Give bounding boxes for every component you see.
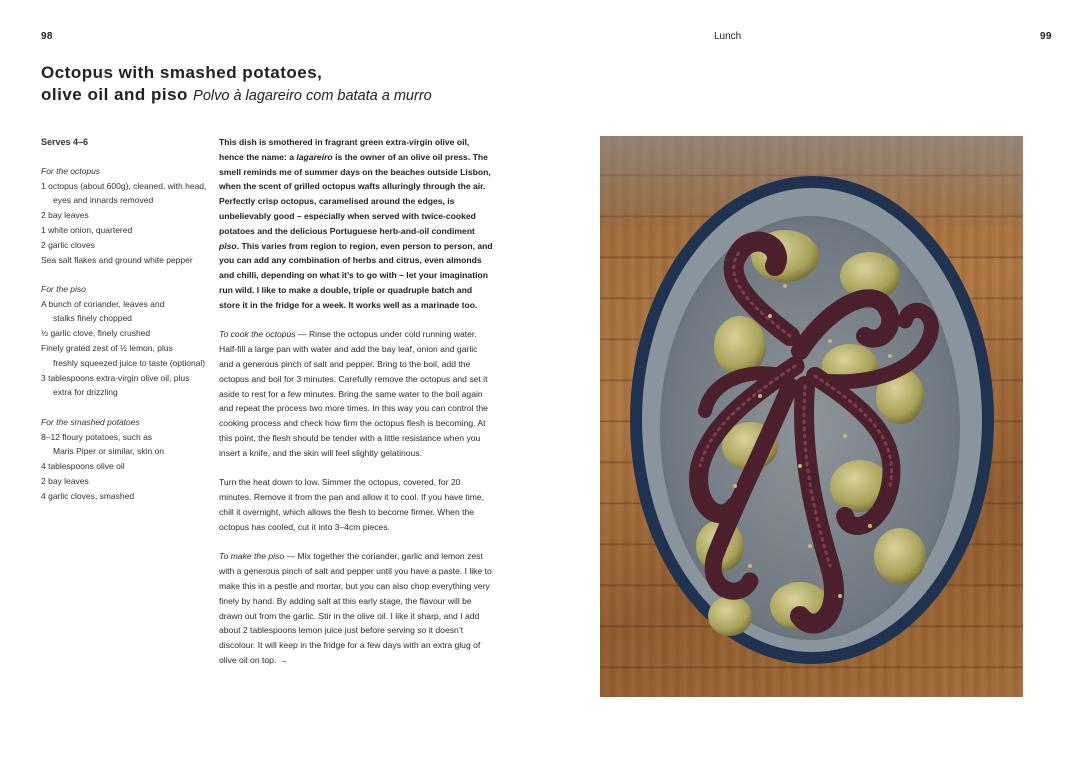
step-make-piso (219, 549, 494, 667)
intro-em-1: lagareiro (296, 151, 333, 162)
ingredient-line: 2 bay leaves (41, 475, 89, 486)
ingredient-item (41, 474, 211, 489)
ingredient-line: 1 octopus (about 600g), cleaned, with head, (41, 180, 207, 191)
ingredient-line: ½ garlic clove, finely crushed (41, 328, 151, 339)
ingredients-list (41, 135, 211, 518)
ingredient-group (41, 415, 211, 504)
ingredient-line: extra for drizzling (53, 387, 118, 398)
ingredient-line: 2 bay leaves (41, 210, 89, 221)
ingredient-group-heading: For the smashed potatoes (41, 416, 140, 427)
step-text: — Mix together the coriander, garlic and lemon zest with a generous pinch of salt and pepper until you have a paste. I like to make this in a pestle and mortar, but you can also chop everything very finely by hand. By adding salt at this early stage, the flavour will be drawn out from the garlic. Stir in the olive oil. I like it sharp, and I add about 2 tablespoons lemon juice just before serving so it doesn’t discolour. It will keep in the fridge for a few days with an extra glug of olive oil on top. → (219, 551, 492, 665)
serves-label: Serves 4–6 (41, 137, 89, 147)
section-title: Lunch (714, 31, 742, 42)
recipe-title-line2: olive oil and piso (41, 85, 188, 104)
ingredient-item (41, 489, 211, 504)
dish-illustration (600, 136, 1023, 697)
step-label: To make the piso (219, 551, 285, 562)
ingredient-line: 4 tablespoons olive oil (41, 461, 125, 472)
ingredient-item (41, 208, 211, 223)
ingredient-item (41, 459, 211, 474)
page-number-right: 99 (1040, 31, 1052, 42)
ingredient-line: 2 garlic cloves (41, 239, 95, 250)
ingredient-group-heading: For the piso (41, 283, 86, 294)
ingredient-line: Sea salt flakes and ground white pepper (41, 254, 193, 265)
ingredient-group (41, 282, 211, 400)
ingredient-item (41, 223, 211, 238)
ingredient-line: A bunch of coriander, leaves and (41, 298, 165, 309)
step-text: Turn the heat down to low. Simmer the octopus, covered, for 20 minutes. Remove it from the pan and allow it to cool. If you have time, chill it overnight, which allows the flesh to become firmer. When the octopus has cooled, cut it into 3–4cm pieces. (219, 477, 485, 532)
ingredient-item (41, 341, 211, 371)
ingredient-line: Maris Piper or similar, skin on (53, 446, 165, 457)
ingredient-item (41, 326, 211, 341)
ingredient-item (41, 238, 211, 253)
ingredient-item (41, 253, 211, 268)
ingredient-line: freshly squeezed juice to taste (optional) (53, 357, 206, 368)
ingredient-group (41, 164, 211, 268)
ingredient-item (41, 179, 211, 209)
ingredient-item (41, 430, 211, 460)
page-number-left: 98 (41, 31, 53, 42)
step-simmer (219, 475, 494, 534)
octopus-dish-photo (600, 136, 1023, 697)
step-text: — Rinse the octopus under cold running water. Half-fill a large pan with water and add the bay leaf, onion and garlic and a generous pinch of salt and pepper. Bring to the boil, add the octopus and boil for 3 minutes. Carefully remove the octopus and set it aside to rest for a few minutes. Bring the same water to the boil again and repeat the process two more times. In this way you can control the cooking process and check how firm the octopus flesh is becoming. At this point, the flesh should be tender with a little resistance when you insert a knife, and the skin will feel slightly gelatinous. (219, 329, 488, 458)
intro-paragraph (219, 135, 494, 313)
recipe-title-line1: Octopus with smashed potatoes, (41, 63, 323, 82)
ingredient-line: stalks finely chopped (53, 313, 132, 324)
step-cook-octopus (219, 327, 494, 460)
intro-text-2: is the owner of an olive oil press. The smell reminds me of summer days on the beaches outside Lisbon, when the scent of grilled octopus wafts alluringly through the air. Perfectly crisp octopus, caramelised around the edges, is unbelievably good – especially when served with twice-cooked potatoes and the delicious Portuguese herb-and-oil condiment (219, 151, 491, 236)
method-text (219, 135, 494, 682)
intro-text-1: This dish is smothered in fragrant green extra-virgin olive oil, hence the name: a (219, 137, 470, 162)
recipe-title (41, 62, 561, 107)
ingredient-item (41, 371, 211, 401)
ingredient-group-heading: For the octopus (41, 165, 101, 176)
intro-text-3: . This varies from region to region, even person to person, and you can add any combination of herbs and citrus, even almonds and chilli, depending on what it’s to go with – let your imagination run wild. I like to make a double, triple or quadruple batch and store it in the fridge for a week. It works well as a marinade too. (219, 240, 493, 310)
ingredient-line: 4 garlic cloves, smashed (41, 490, 135, 501)
ingredient-line: 1 white onion, quartered (41, 224, 133, 235)
step-label: To cook the octopus (219, 329, 296, 340)
ingredient-line: 8–12 floury potatoes, such as (41, 431, 153, 442)
ingredient-line: eyes and innards removed (53, 195, 154, 206)
ingredient-item (41, 297, 211, 327)
ingredient-line: 3 tablespoons extra-virgin olive oil, plus (41, 372, 190, 383)
ingredient-line: Finely grated zest of ½ lemon, plus (41, 343, 173, 354)
recipe-subtitle: Polvo à lagareiro com batata a murro (193, 88, 432, 104)
intro-em-2: piso (219, 240, 237, 251)
